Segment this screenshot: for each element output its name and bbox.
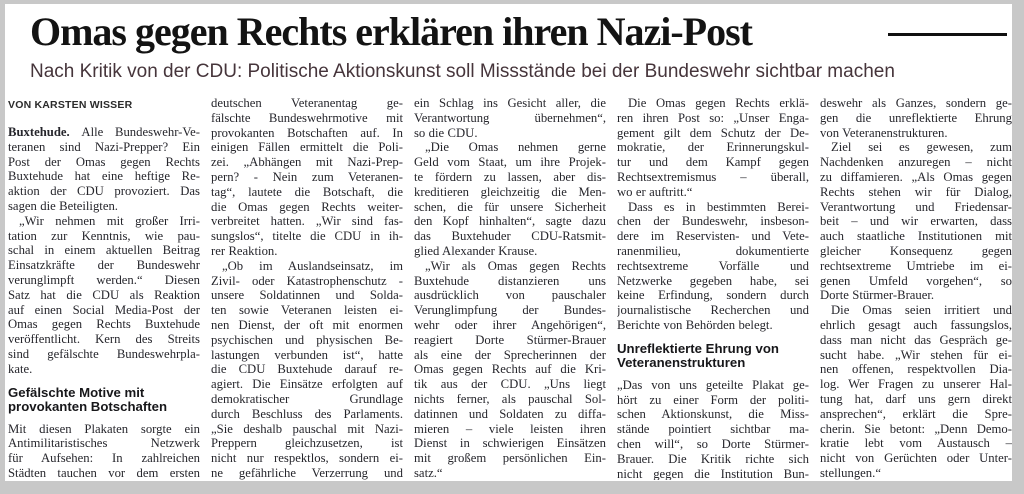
text-line: nen offenen, respektvollen Dia- bbox=[820, 362, 1012, 377]
text-line: das Buxtehuder CDU-Ratsmit- bbox=[414, 229, 606, 244]
text-line: wehr oder ihrer Angehörigen“, bbox=[414, 317, 606, 332]
paragraph bbox=[414, 259, 606, 480]
text-line: durch Beschluss des Parlaments. bbox=[211, 406, 403, 421]
text-line: ausdrücklich von pauschaler bbox=[414, 288, 606, 303]
text-line: Verunglimpfung der Bundes- bbox=[414, 303, 606, 318]
text-line: Verantwortung und Friedensar- bbox=[820, 199, 1012, 214]
text-line: mokratie, der Erinnerungskul- bbox=[617, 140, 809, 155]
text-line: kate. bbox=[8, 361, 33, 376]
paragraph bbox=[8, 125, 200, 214]
paragraph bbox=[414, 140, 606, 258]
text-line: chen will“, so Dorte Stürmer- bbox=[617, 436, 809, 451]
text-line: schen Aktionskunst, die Miss- bbox=[617, 407, 809, 422]
text-line: psychischen und physischen Be- bbox=[211, 332, 403, 347]
text-line: rechtsextreme Vorfälle und bbox=[617, 258, 809, 273]
text-line: demokratischer Grundlage bbox=[211, 391, 403, 406]
text-line: ranenmilieu, dokumentierte bbox=[617, 243, 809, 258]
text-line: rer Reaktion. bbox=[211, 243, 278, 258]
text-line: hört zu einer Form der politi- bbox=[617, 392, 809, 407]
lead-in: Buxtehude. bbox=[8, 125, 82, 139]
text-line: tik aus der CDU. „Uns liegt bbox=[414, 377, 606, 392]
text-line: „Das von uns geteilte Plakat ge- bbox=[617, 377, 809, 392]
text-line: Netzwerke gegeben habe, sei bbox=[617, 273, 809, 288]
article-column bbox=[820, 96, 1012, 480]
text-line: verbreitet hatten. „Wir sind fas- bbox=[211, 214, 403, 229]
text-line: lastungen verbunden ist“, hatte bbox=[211, 347, 403, 362]
text-line: fälschte Bundeswehrmotive mit bbox=[211, 110, 403, 125]
text-line: schen, die für unsere Sicherheit bbox=[414, 199, 606, 214]
text-line: deutschen Veteranentag ge- bbox=[211, 96, 403, 110]
text-line: Städten tauchen vor dem ersten bbox=[8, 465, 200, 480]
text-line: von Veteranenstrukturen. bbox=[820, 125, 948, 140]
text-line: unsere Soldatinnen und Solda- bbox=[211, 288, 403, 303]
text-line: Satz hat die CDU als Reaktion bbox=[8, 287, 200, 302]
text-line: wo er auftritt.“ bbox=[617, 184, 693, 199]
paragraph bbox=[617, 96, 809, 200]
text-line: ne gefährliche Verzerrung und bbox=[211, 465, 403, 480]
text-line: cherin. Sie betont: „Denn Demo- bbox=[820, 421, 1012, 436]
text-line: „Sie deshalb pauschal mit Nazi- bbox=[211, 421, 403, 436]
text-line: dere im Reservisten- und Vete- bbox=[617, 229, 809, 244]
text-line: Zivil- oder Katastrophenschutz - bbox=[211, 273, 403, 288]
subheadline: Nach Kritik von der CDU: Politische Aktionskunst soll Missstände bei der Bundeswehr sichtbar machen bbox=[30, 61, 895, 82]
text-line: ansprechen“, erklärt die Spre- bbox=[820, 406, 1012, 421]
text-line: zu diffamieren. „Als Omas gegen bbox=[820, 169, 1012, 184]
text-line: schal in einem aktuellen Beitrag bbox=[8, 243, 200, 258]
paragraph bbox=[820, 140, 1012, 303]
text-line: sind gefälschte Bundeswehrpla- bbox=[8, 346, 200, 361]
text-line: nicht von Gerüchten oder Unter- bbox=[820, 451, 1012, 466]
byline: VON KARSTEN WISSER bbox=[8, 99, 133, 111]
text-line: tag“, lautete die Botschaft, die bbox=[211, 184, 403, 199]
text-line: die Omas gegen Rechts weiter- bbox=[211, 199, 403, 214]
article-column bbox=[617, 96, 809, 480]
subhead-line: provokanten Botschaften bbox=[8, 399, 168, 415]
text-line: mit großem persönlichen Ein- bbox=[414, 451, 606, 466]
subhead-line: Gefälschte Motive mit bbox=[8, 384, 145, 400]
article-column bbox=[8, 96, 200, 480]
text-line: Buxtehude. Alle Bundeswehr-Ve- bbox=[8, 125, 200, 139]
text-line: Omas gegen Rechts auf die Kri- bbox=[414, 362, 606, 377]
paragraph bbox=[211, 259, 403, 480]
text-line: Buxtehude distanzieren uns bbox=[414, 273, 606, 288]
text-line: stellungen.“ bbox=[820, 465, 881, 480]
text-line: gen die unreflektierte Ehrung bbox=[820, 110, 1012, 125]
article-column bbox=[414, 96, 606, 480]
text-line: genen Umfeld vorgehen“, so bbox=[820, 273, 1012, 288]
article-header bbox=[8, 4, 1012, 83]
text-line: journalistische Recherchen und bbox=[617, 303, 809, 318]
text-line: tation zur Kenntnis, wie pau- bbox=[8, 228, 200, 243]
subhead-line: Unreflektierte Ehrung von bbox=[617, 340, 779, 356]
text-line: ehrlich gesagt auch fassungslos, bbox=[820, 317, 1012, 332]
paragraph bbox=[414, 96, 606, 140]
text-line: Nachdenken anzuregen – nicht bbox=[820, 155, 1012, 170]
text-line: tur und dem Kampf gegen bbox=[617, 155, 809, 170]
text-line: sucht habe. „Wir stehen für ei- bbox=[820, 347, 1012, 362]
text-line: glied Alexander Krause. bbox=[414, 243, 538, 258]
text-line: Ziel sei es gewesen, zum bbox=[831, 140, 1012, 155]
text-line: satz.“ bbox=[414, 465, 443, 480]
text-line: „Wir nehmen mit großer Irri- bbox=[19, 213, 200, 228]
text-line: als eine der Sprecherinnen der bbox=[414, 347, 606, 362]
paper bbox=[5, 4, 1012, 481]
text-line: sungslos“, titelte die CDU in ih- bbox=[211, 229, 403, 244]
text-line: teranen sind Nazi-Prepper? Ein bbox=[8, 139, 200, 154]
text-line: nen Dienst, der oft mit enormen bbox=[211, 317, 403, 332]
text-line: Preppern gleichzusetzen, ist bbox=[211, 436, 403, 451]
text-line: sagen die Beteiligten. bbox=[8, 198, 118, 213]
text-line: Brauer. Die Kritik richte sich bbox=[617, 451, 809, 466]
text-line: Dienst in schwierigen Einsätzen bbox=[414, 436, 606, 451]
text-line: nicht nur respektlos, sondern ei- bbox=[211, 451, 403, 466]
text-line: ein Schlag ins Gesicht aller, die bbox=[414, 96, 606, 110]
text-line: provokanten Botschaften auf. In bbox=[211, 125, 403, 140]
text-line: Geld vom Staat, um ihre Projek- bbox=[414, 155, 606, 170]
text-line: kratie lebt vom Austausch – bbox=[820, 436, 1012, 451]
text-line: auch staatliche Institutionen mit bbox=[820, 229, 1012, 244]
text-line: Berichte von Behörden belegt. bbox=[617, 317, 773, 332]
text-line: Dorte Stürmer-Brauer. bbox=[820, 288, 935, 303]
text-line: ten sowie Veteranen leisten ei- bbox=[211, 303, 403, 318]
text-line: mieren – viele leisten ihren bbox=[414, 421, 606, 436]
subhead-line: Veteranenstrukturen bbox=[617, 355, 746, 371]
text-line: tung hat, darf uns gern direkt bbox=[820, 391, 1012, 406]
text-line: ren ihren Post so: „Unser Enga- bbox=[617, 110, 809, 125]
text-line: so die CDU. bbox=[414, 125, 478, 140]
text-line: „Wir als Omas gegen Rechts bbox=[425, 258, 606, 273]
text-line: chen der Bundeswehr, insbeson- bbox=[617, 214, 809, 229]
paragraph bbox=[617, 200, 809, 333]
section-subhead bbox=[8, 386, 200, 415]
text-line: Einsatzkräfte der Bundeswehr bbox=[8, 258, 200, 273]
text-line: Die Omas gegen Rechts erklä- bbox=[628, 96, 809, 110]
text-line: keine Erfindung, sondern durch bbox=[617, 288, 809, 303]
text-line: Mit diesen Plakaten sorgte ein bbox=[8, 421, 200, 436]
paragraph bbox=[211, 96, 403, 259]
text-line: Rechtsextremismus – überall, bbox=[617, 169, 809, 184]
text-line: dass man nicht das Gespräch ge- bbox=[820, 332, 1012, 347]
text-line: rechtsextreme Umtriebe im ei- bbox=[820, 258, 1012, 273]
text-line: „Ob im Auslandseinsatz, im bbox=[222, 258, 403, 273]
text-line: veröffentlicht. Kern des Streits bbox=[8, 332, 200, 347]
text-line: verunglimpft werden.“ Diesen bbox=[8, 272, 200, 287]
text-line: stände pointiert sichtbar ma- bbox=[617, 422, 809, 437]
paragraph bbox=[617, 378, 809, 480]
page-title: Omas gegen Rechts erklären ihren Nazi-Post bbox=[30, 9, 752, 54]
text-line: deswehr als Ganzes, sondern ge- bbox=[820, 96, 1012, 110]
text-line: Die Omas seien irritiert und bbox=[831, 303, 1012, 318]
article-columns bbox=[8, 96, 1012, 480]
text-line: Omas gegen Rechts Buxtehude bbox=[8, 317, 200, 332]
text-line: Dass es in bestimmten Berei- bbox=[628, 199, 809, 214]
text-line: „Die Omas nehmen gerne bbox=[425, 140, 606, 155]
text-line: pern? - Nein zum Veteranen- bbox=[211, 169, 403, 184]
text-line: Antimilitaristisches Netzwerk bbox=[8, 436, 200, 451]
text-line: te fördern zu lassen, aber dis- bbox=[414, 169, 606, 184]
text-line: zei. „Abhängen mit Nazi-Prep- bbox=[211, 155, 403, 170]
text-line: Buxtehude hat eine heftige Re- bbox=[8, 169, 200, 184]
text-line: agiert. Die Einsätze erfolgten auf bbox=[211, 377, 403, 392]
text-line: Verantwortung übernehmen“, bbox=[414, 110, 606, 125]
text-line: aktion der CDU provoziert. Das bbox=[8, 184, 200, 199]
headline-rule bbox=[888, 33, 1007, 36]
text-line: log. Wer Fragen zu unserer Hal- bbox=[820, 377, 1012, 392]
text-line: auf einen Social Media-Post der bbox=[8, 302, 200, 317]
text-line: beit – und wir erwarten, dass bbox=[820, 214, 1012, 229]
paragraph bbox=[820, 96, 1012, 140]
text-line: kreditieren gleichzeitig die Men- bbox=[414, 184, 606, 199]
text-line: nichts ferner, als pauschal Sol- bbox=[414, 391, 606, 406]
text-line: reagiert Dorte Stürmer-Brauer bbox=[414, 332, 606, 347]
paragraph bbox=[820, 303, 1012, 480]
text-line: die CDU Buxtehude darauf re- bbox=[211, 362, 403, 377]
paragraph bbox=[8, 214, 200, 377]
text-line: den Kopf hinhalten“, sagte dazu bbox=[414, 214, 606, 229]
section-subhead bbox=[617, 342, 809, 371]
text-line: gleicher Konsequenz gegen bbox=[820, 243, 1012, 258]
article-column bbox=[211, 96, 403, 480]
text-line: datinnen und Soldaten zu diffa- bbox=[414, 406, 606, 421]
text-line: nicht gegen die Institution Bun- bbox=[617, 466, 809, 480]
paragraph bbox=[8, 422, 200, 480]
text-line: einigen Fällen ermittelt die Poli- bbox=[211, 140, 403, 155]
text-line: Rechts stehen wir für Dialog, bbox=[820, 184, 1012, 199]
text-line: Post der Omas gegen Rechts bbox=[8, 154, 200, 169]
text-line: gement gilt dem Schutz der De- bbox=[617, 125, 809, 140]
text-line: für Aufsehen: In zahlreichen bbox=[8, 451, 200, 466]
